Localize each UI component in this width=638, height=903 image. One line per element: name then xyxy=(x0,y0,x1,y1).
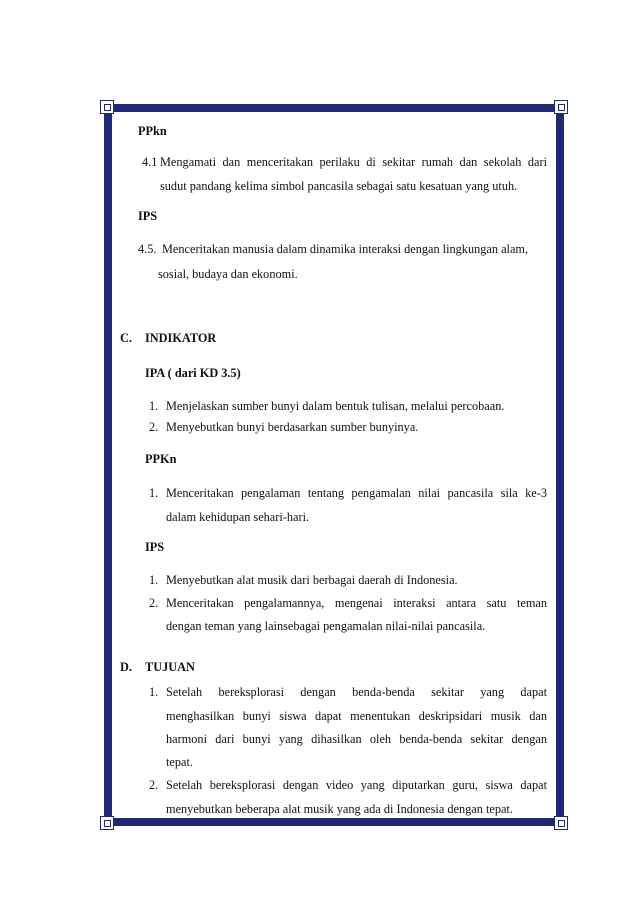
section-d-letter: D. xyxy=(120,660,132,674)
tujuan-item-1-number: 1. xyxy=(149,685,159,699)
ips-kd-line1: Menceritakan manusia dalam dinamika interaksi dengan lingkungan alam, xyxy=(162,242,529,256)
c-ips-heading: IPS xyxy=(145,540,165,554)
ips-heading: IPS xyxy=(138,209,158,223)
c-ppkn-item-1-line1: Menceritakan pengalaman tentang pengamalan nilai pancasila sila ke-3 xyxy=(166,486,547,500)
ipa-item-2-text: Menyebutkan bunyi berdasarkan sumber bunyinya. xyxy=(166,420,419,434)
c-ips-item-2-number: 2. xyxy=(149,596,159,610)
ipa-heading: IPA ( dari KD 3.5) xyxy=(145,366,241,380)
corner-ornament-top-right xyxy=(554,100,568,114)
corner-ornament-top-left xyxy=(100,100,114,114)
ips-kd-line2: sosial, budaya dan ekonomi. xyxy=(158,267,298,281)
c-ips-item-1-text: Menyebutkan alat musik dari berbagai daerah di Indonesia. xyxy=(166,573,458,587)
tujuan-item-2-number: 2. xyxy=(149,778,159,792)
ppkn-kd-line2: sudut pandang kelima simbol pancasila sebagai satu kesatuan yang utuh. xyxy=(160,179,518,193)
section-c-title: INDIKATOR xyxy=(145,331,217,345)
ipa-item-1-number: 1. xyxy=(149,399,159,413)
c-ppkn-item-1-line2: dalam kehidupan sehari-hari. xyxy=(166,510,310,524)
tujuan-item-2-line2: menyebutkan beberapa alat musik yang ada di Indonesia dengan tepat. xyxy=(166,802,513,816)
corner-ornament-bottom-left xyxy=(100,816,114,830)
section-c-letter: C. xyxy=(120,331,132,345)
tujuan-item-2-line1: Setelah bereksplorasi dengan video yang diputarkan guru, siswa dapat xyxy=(166,778,547,792)
ppkn-kd-line1: Mengamati dan menceritakan perilaku di sekitar rumah dan sekolah dari xyxy=(160,155,547,169)
tujuan-item-1-line2: menghasilkan bunyi siswa dapat menentukan deskripsidari musik dan xyxy=(166,709,547,723)
tujuan-item-1-line1: Setelah bereksplorasi dengan benda-benda sekitar yang dapat xyxy=(166,685,547,699)
ips-kd-number: 4.5. xyxy=(138,242,157,256)
ppkn-heading: PPkn xyxy=(138,124,167,138)
c-ips-item-1-number: 1. xyxy=(149,573,159,587)
ipa-item-1-text: Menjelaskan sumber bunyi dalam bentuk tulisan, melalui percobaan. xyxy=(166,399,505,413)
section-d-title: TUJUAN xyxy=(145,660,195,674)
tujuan-item-1-line3: harmoni dari bunyi yang dihasilkan oleh benda-benda sekitar dengan xyxy=(166,732,547,746)
ppkn-kd-number: 4.1 xyxy=(142,155,158,169)
corner-ornament-bottom-right xyxy=(554,816,568,830)
tujuan-item-1-line4: tepat. xyxy=(166,755,193,769)
c-ppkn-item-1-number: 1. xyxy=(149,486,159,500)
ipa-item-2-number: 2. xyxy=(149,420,159,434)
c-ips-item-2-line1: Menceritakan pengalamannya, mengenai interaksi antara satu teman xyxy=(166,596,547,610)
c-ppkn-heading: PPKn xyxy=(145,452,177,466)
c-ips-item-2-line2: dengan teman yang lainsebagai pengamalan nilai-nilai pancasila. xyxy=(166,619,486,633)
